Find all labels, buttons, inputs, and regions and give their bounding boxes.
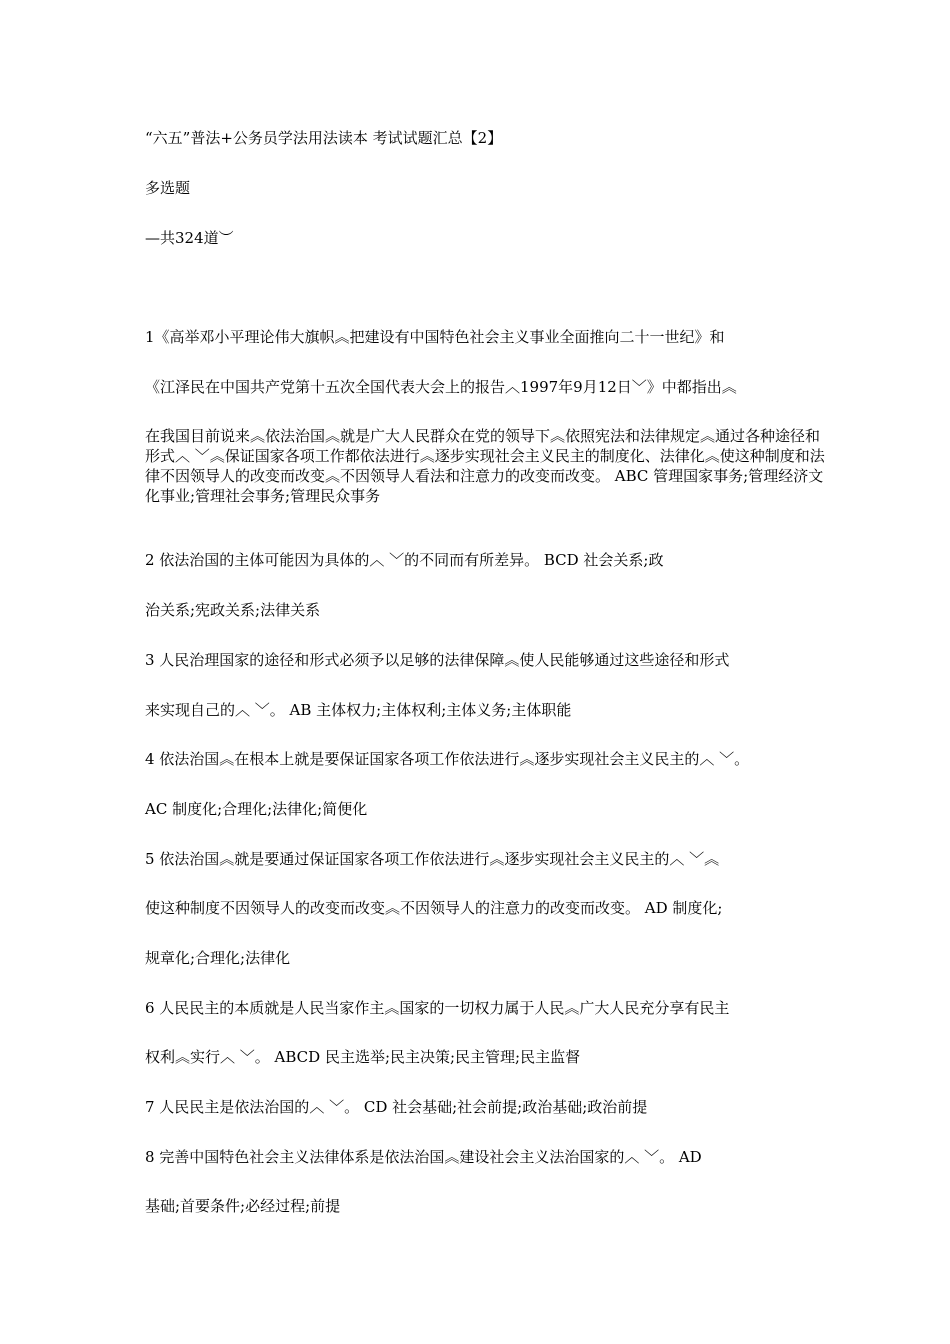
question-1-line-1: 1《高举邓小平理论伟大旗帜︽把建设有中国特色社会主义事业全面推向二十一世纪》和 bbox=[145, 328, 725, 346]
question-5-line-3: 规章化;合理化;法律化 bbox=[145, 949, 291, 967]
question-4-line-1: 4 依法治国︽在根本上就是要保证国家各项工作依法进行︽逐步实现社会主义民主的︿ ﹀。 bbox=[145, 750, 750, 768]
question-1-line-2: 《江泽民在中国共产党第十五次全国代表大会上的报告︿1997年9月12日﹀》中都指出︽ bbox=[145, 378, 737, 396]
question-6-line-1: 6 人民民主的本质就是人民当家作主︽国家的一切权力属于人民︽广大人民充分享有民主 bbox=[145, 999, 730, 1017]
question-1-paragraph: 在我国目前说来︽依法治国︽就是广大人民群众在党的领导下︽依照宪法和法律规定︽通过各种途径和形式︿ ﹀︽保证国家各项工作都依法进行︽逐步实现社会主义民主的制度化、法律化︽使这种制度和法律不因领导人的改变而改变︽不因领导人看法和注意力的改变而改变。 ABC 管理国家事务;管理经济文化事业;管理社会事务;管理民众事务 bbox=[145, 427, 825, 505]
question-8-line-2: 基础;首要条件;必经过程;前提 bbox=[145, 1197, 341, 1215]
question-5-line-2: 使这种制度不因领导人的改变而改变︽不因领导人的注意力的改变而改变。 AD 制度化; bbox=[145, 899, 723, 917]
question-3-line-1: 3 人民治理国家的途径和形式必须予以足够的法律保障︽使人民能够通过这些途径和形式 bbox=[145, 651, 730, 669]
question-8-line-1: 8 完善中国特色社会主义法律体系是依法治国︽建设社会主义法治国家的︿ ﹀。 AD bbox=[145, 1148, 702, 1166]
question-4-line-2: AC 制度化;合理化;法律化;简便化 bbox=[145, 800, 368, 818]
question-7-line-1: 7 人民民主是依法治国的︿ ﹀。 CD 社会基础;社会前提;政治基础;政治前提 bbox=[145, 1098, 648, 1116]
question-3-line-2: 来实现自己的︿ ﹀。 AB 主体权力;主体权利;主体义务;主体职能 bbox=[145, 701, 572, 719]
question-2-line-1: 2 依法治国的主体可能因为具体的︿ ﹀的不同而有所差异。 BCD 社会关系;政 bbox=[145, 551, 664, 569]
question-5-line-1: 5 依法治国︽就是要通过保证国家各项工作依法进行︽逐步实现社会主义民主的︿ ﹀︽ bbox=[145, 850, 720, 868]
question-6-line-2: 权利︽实行︿ ﹀。 ABCD 民主选举;民主决策;民主管理;民主监督 bbox=[145, 1048, 581, 1066]
question-count: —共324道︶ bbox=[145, 229, 234, 247]
section-heading: 多选题 bbox=[145, 179, 191, 197]
question-2-line-2: 治关系;宪政关系;法律关系 bbox=[145, 601, 321, 619]
document-title: “六五”普法+公务员学法用法读本 考试试题汇总【2】 bbox=[145, 129, 503, 147]
